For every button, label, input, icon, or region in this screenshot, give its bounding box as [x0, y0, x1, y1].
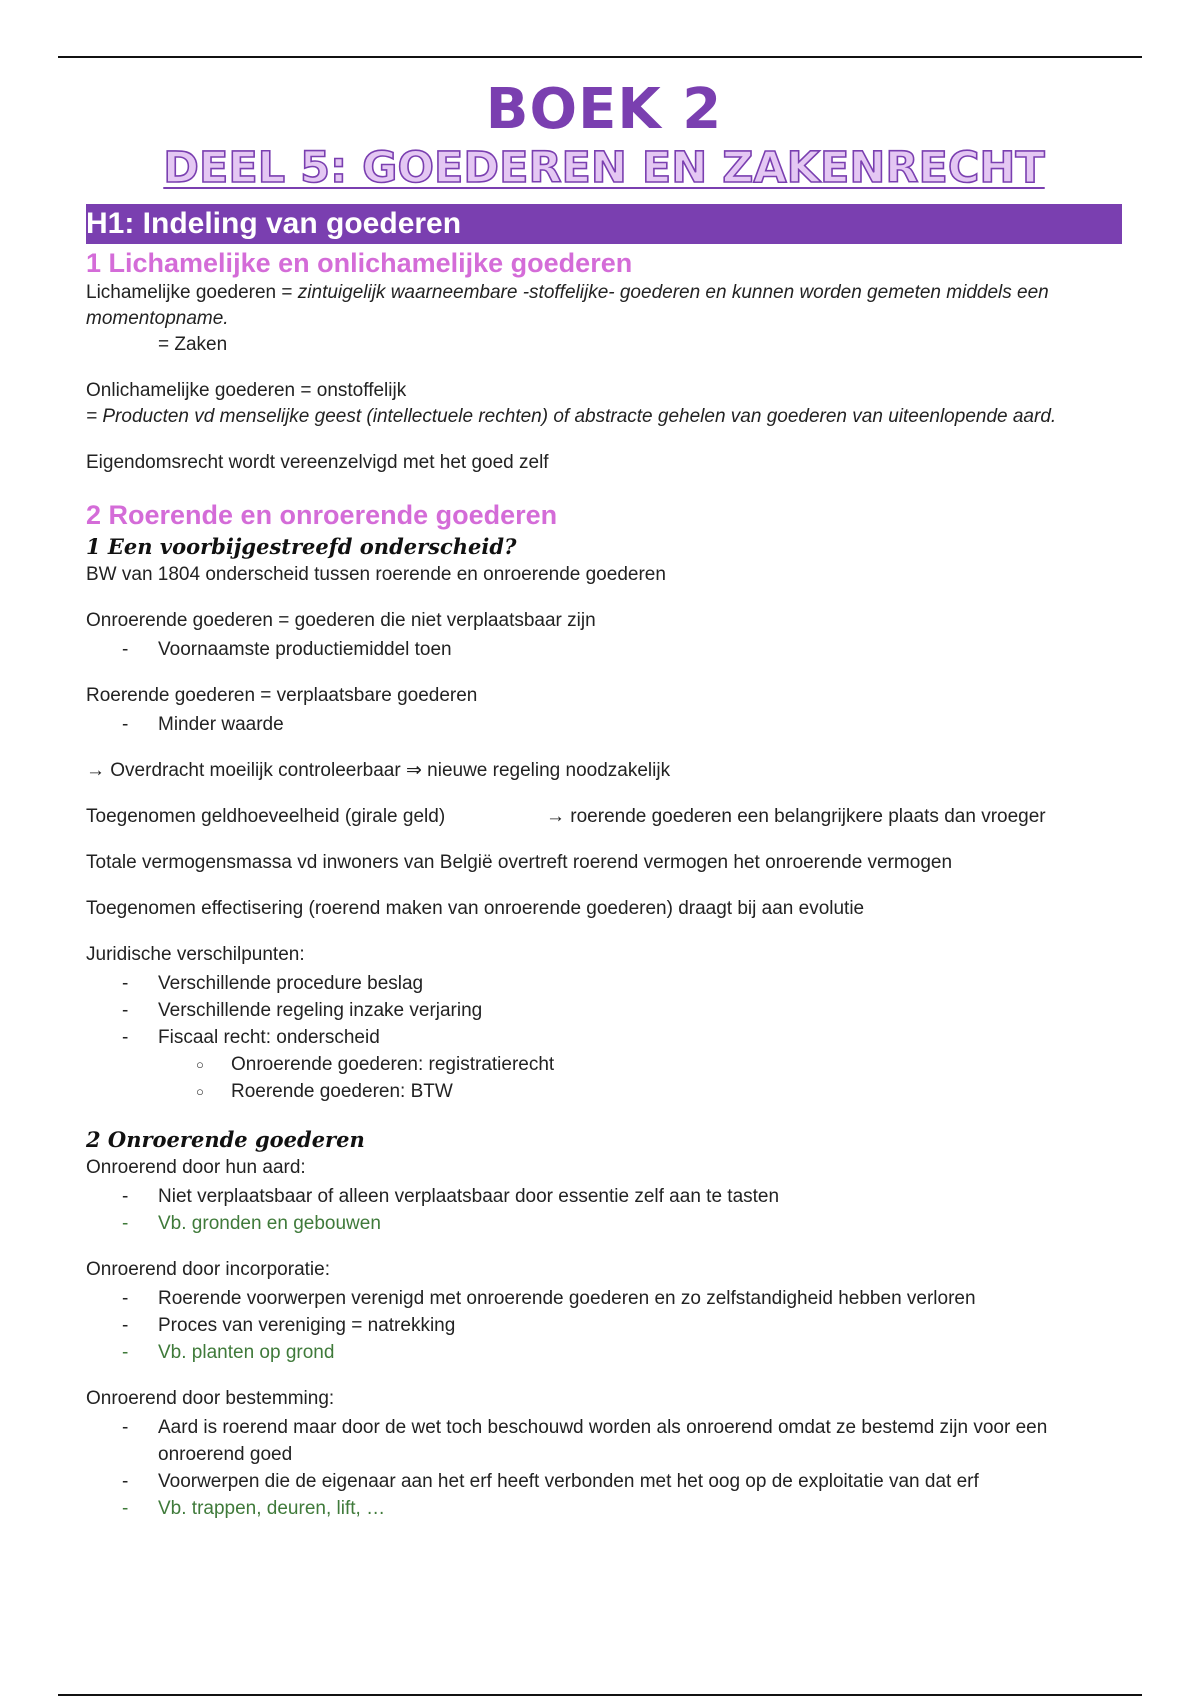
definition-lichamelijk: zintuigelijk waarneembare -stoffelijke- goederen en kunnen worden gemeten middels een momentopname.	[86, 281, 1049, 329]
list-juridische	[86, 970, 1122, 1051]
section-heading-2: 2 Roerende en onroerende goederen	[86, 499, 558, 530]
document-page	[86, 78, 1122, 1522]
sub-list-item: ○ Roerende goederen: BTW	[86, 1078, 1122, 1105]
paragraph-lichamelijk	[86, 280, 1122, 332]
top-rule	[58, 56, 1142, 58]
list-item: - Roerende voorwerpen verenigd met onroerende goederen en zo zelfstandigheid hebben verloren	[86, 1285, 1122, 1312]
paragraph-juridische: Juridische verschilpunten:	[86, 943, 305, 965]
section-heading-1: 1 Lichamelijke en onlichamelijke goederen	[86, 247, 633, 278]
paragraph-bw-1804: BW van 1804 onderscheid tussen roerende en onroerende goederen	[86, 563, 666, 585]
bottom-rule	[58, 1694, 1142, 1696]
paragraph-aard: Onroerend door hun aard:	[86, 1156, 306, 1178]
list-item: - Voorwerpen die de eigenaar aan het erf heeft verbonden met het oog op de exploitatie van dat erf	[86, 1468, 1122, 1495]
subsection-heading-1: 1 Een voorbijgestreefd onderscheid?	[86, 533, 517, 559]
list-aard	[86, 1183, 1122, 1237]
example-item: - Vb. trappen, deuren, lift, …	[86, 1495, 1122, 1522]
term-lichamelijk: Lichamelijke goederen =	[86, 281, 298, 303]
list-item: - Proces van vereniging = natrekking	[86, 1312, 1122, 1339]
example-item: - Vb. planten op grond	[86, 1339, 1122, 1366]
paragraph-roerende: Roerende goederen = verplaatsbare goederen	[86, 684, 478, 706]
geldhoeveelheid-right: → roerende goederen een belangrijkere plaats dan vroeger	[546, 805, 1046, 827]
subsection-heading-2: 2 Onroerende goederen	[86, 1126, 365, 1152]
paragraph-onlichamelijk: Onlichamelijke goederen = onstoffelijk	[86, 379, 407, 401]
list-roerende	[86, 711, 1122, 738]
list-item: - Verschillende procedure beslag	[86, 970, 1122, 997]
list-onroerende	[86, 636, 1122, 663]
paragraph-onlichamelijk-def: = Producten vd menselijke geest (intellectuele rechten) of abstracte gehelen van goederen van uiteenlopende aard.	[86, 405, 1057, 427]
book-title: BOEK 2	[485, 77, 723, 142]
sub-list-item: ○ Onroerende goederen: registratierecht	[86, 1051, 1122, 1078]
paragraph-bestemming: Onroerend door bestemming:	[86, 1387, 335, 1409]
list-fiscaal	[86, 1051, 1122, 1105]
list-item: - Aard is roerend maar door de wet toch beschouwd worden als onroerend omdat ze bestemd zijn voor een onroerend goed	[86, 1414, 1122, 1468]
part-title: DEEL 5: GOEDEREN EN ZAKENRECHT	[163, 143, 1045, 194]
paragraph-onroerende: Onroerende goederen = goederen die niet verplaatsbaar zijn	[86, 609, 596, 631]
list-item: - Verschillende regeling inzake verjaring	[86, 997, 1122, 1024]
example-item: - Vb. gronden en gebouwen	[86, 1210, 1122, 1237]
chapter-heading: H1: Indeling van goederen	[86, 204, 1122, 244]
paragraph-incorporatie: Onroerend door incorporatie:	[86, 1258, 330, 1280]
paragraph-overdracht: → Overdracht moeilijk controleerbaar ⇒ nieuwe regeling noodzakelijk	[86, 759, 671, 781]
list-item: - Minder waarde	[86, 711, 1122, 738]
list-item: - Niet verplaatsbaar of alleen verplaatsbaar door essentie zelf aan te tasten	[86, 1183, 1122, 1210]
paragraph-effectisering: Toegenomen effectisering (roerend maken van onroerende goederen) draagt bij aan evolutie	[86, 897, 865, 919]
paragraph-vermogensmassa: Totale vermogensmassa vd inwoners van België overtreft roerend vermogen het onroerende vermogen	[86, 851, 953, 873]
list-item: - Voornaamste productiemiddel toen	[86, 636, 1122, 663]
paragraph-eigendomsrecht: Eigendomsrecht wordt vereenzelvigd met het goed zelf	[86, 451, 549, 473]
list-item: - Fiscaal recht: onderscheid	[86, 1024, 1122, 1051]
list-incorporatie	[86, 1285, 1122, 1366]
paragraph-geldhoeveelheid	[86, 804, 1122, 830]
list-bestemming	[86, 1414, 1122, 1522]
paragraph-zaken: = Zaken	[158, 333, 228, 355]
geldhoeveelheid-left: Toegenomen geldhoeveelheid (girale geld)	[86, 805, 446, 827]
